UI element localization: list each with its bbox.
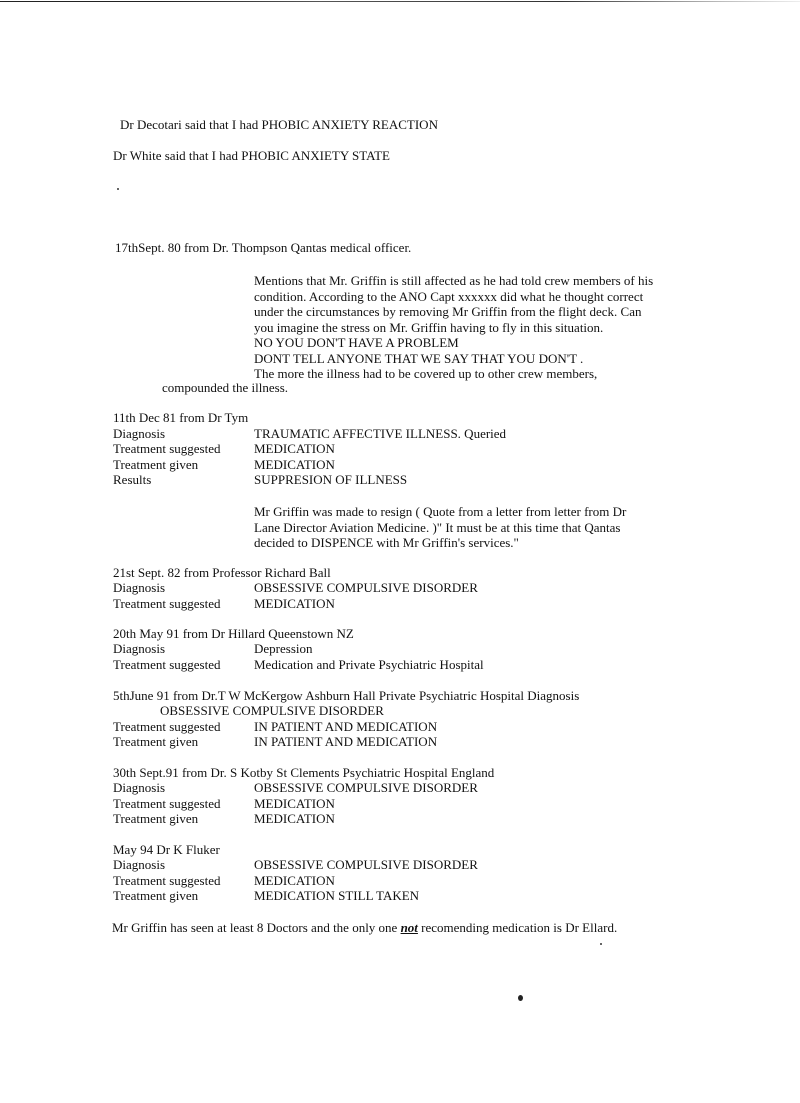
row-label: Diagnosis [113,780,165,795]
closing-emphasis: not [400,920,418,935]
row-value: IN PATIENT AND MEDICATION [254,734,438,749]
thompson-line: you imagine the stress on Mr. Griffin having to fly in this situation. [254,319,604,335]
thompson-heading: 17thSept. 80 from Dr. Thompson Qantas medical officer. [115,240,412,255]
row-value: MEDICATION [254,441,335,456]
closing-text-after: recomending medication is Dr Ellard. [417,920,618,935]
row-value: OBSESSIVE COMPULSIVE DISORDER [254,580,478,595]
row-label: Treatment suggested [113,796,221,811]
tym-note-line: decided to DISPENCE with Mr Griffin's services." [254,535,519,550]
ball-heading: 21st Sept. 82 from Professor Richard Ball [113,565,331,580]
thompson-line: The more the illness had to be covered up to other crew members, [254,366,598,381]
hillard-heading: 20th May 91 from Dr Hillard Queenstown NZ [113,626,354,641]
row-label: Treatment suggested [113,596,221,611]
row-label: Treatment suggested [113,657,221,672]
closing-text-before: Mr Griffin has seen at least 8 Doctors and the only one [112,920,401,935]
row-label: Treatment suggested [113,441,221,456]
row-value: TRAUMATIC AFFECTIVE ILLNESS. Queried [254,426,507,441]
row-label: Results [113,472,152,487]
thompson-line: DONT TELL ANYONE THAT WE SAY THAT YOU DON'T . [254,350,584,366]
row-label: Diagnosis [113,426,165,441]
row-value: MEDICATION [254,596,335,611]
row-label: Treatment given [113,888,199,903]
row-label: Diagnosis [113,857,165,872]
thompson-line: condition. According to the ANO Capt xxxxxx did what he thought correct [254,288,644,304]
tym-note-line: Lane Director Aviation Medicine. )" It must be at this time that Qantas [254,519,621,535]
row-value: OBSESSIVE COMPULSIVE DISORDER [254,780,478,795]
row-value: MEDICATION [254,811,335,826]
intro-line-white: Dr White said that I had PHOBIC ANXIETY STATE [113,148,390,163]
tym-note-line: Mr Griffin was made to resign ( Quote from a letter from letter from Dr [254,504,627,519]
row-value: MEDICATION STILL TAKEN [254,888,420,903]
row-value: IN PATIENT AND MEDICATION [254,719,438,734]
intro-line-decotari: Dr Decotari said that I had PHOBIC ANXIETY REACTION [120,117,438,132]
row-value: Depression [254,641,313,656]
row-label: Treatment suggested [113,719,221,734]
thompson-line: NO YOU DON'T HAVE A PROBLEM [254,335,459,350]
row-label: Diagnosis [113,580,165,595]
closing-statement [112,920,617,935]
tym-heading: 11th Dec 81 from Dr Tym [113,410,249,425]
scan-speck [600,943,602,945]
scan-edge-line [0,1,800,2]
scan-speck [117,188,119,190]
kotby-heading: 30th Sept.91 from Dr. S Kotby St Clements Psychiatric Hospital England [113,765,495,780]
thompson-line: Mentions that Mr. Griffin is still affected as he had told crew members of his [254,273,654,288]
row-label: Treatment given [113,734,199,749]
row-value: SUPPRESION OF ILLNESS [254,472,408,487]
row-label: Diagnosis [113,641,165,656]
row-value: MEDICATION [254,796,335,811]
mckergow-diagnosis: OBSESSIVE COMPULSIVE DISORDER [160,703,384,718]
row-label: Treatment suggested [113,873,221,888]
row-value: MEDICATION [254,873,335,888]
fluker-heading: May 94 Dr K Fluker [113,842,220,857]
scan-ink-blot [518,995,523,1001]
thompson-continuation: compounded the illness. [162,380,289,395]
row-value: OBSESSIVE COMPULSIVE DISORDER [254,857,478,872]
thompson-line: under the circumstances by removing Mr Griffin from the flight deck. Can [254,304,642,319]
row-label: Treatment given [113,811,199,826]
row-label: Treatment given [113,457,199,472]
mckergow-heading: 5thJune 91 from Dr.T W McKergow Ashburn Hall Private Psychiatric Hospital Diagnosis [113,688,580,703]
row-value: MEDICATION [254,457,335,472]
row-value: Medication and Private Psychiatric Hospital [254,657,484,672]
